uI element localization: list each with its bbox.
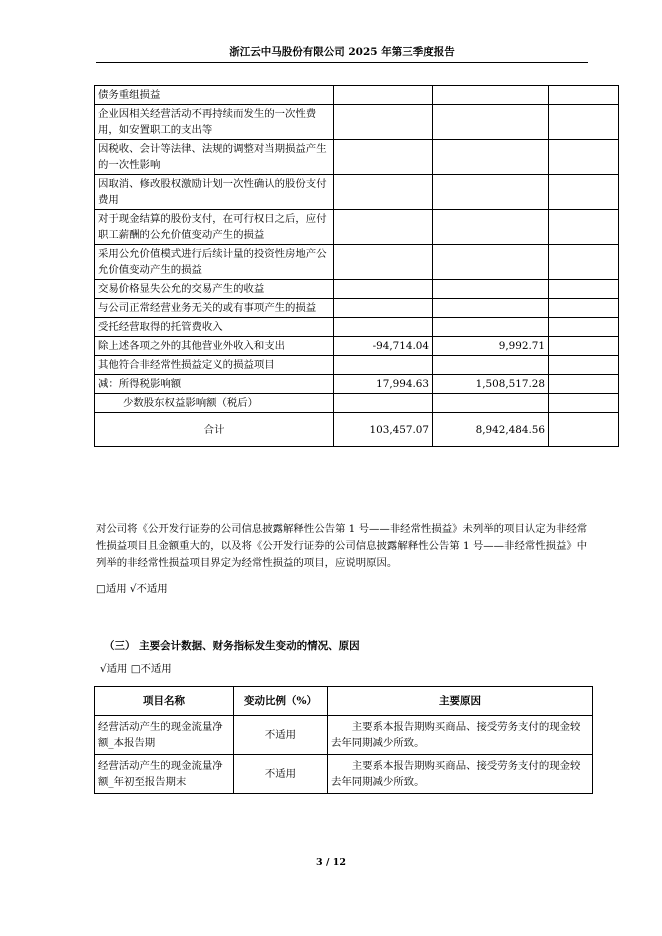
note-cell: [549, 356, 619, 375]
change-ratio-cell: 不适用: [234, 755, 328, 794]
change-ratio-cell: 不适用: [234, 716, 328, 755]
item-name-cell: 经营活动产生的现金流量净额_年初至报告期末: [95, 755, 234, 794]
table-row: [95, 105, 619, 140]
current-period-cell: [334, 210, 433, 245]
table-row: [95, 375, 619, 394]
table-row: [95, 337, 619, 356]
note-cell: [549, 105, 619, 140]
ytd-cell: [433, 105, 549, 140]
table-row: [95, 394, 619, 413]
current-period-cell: [334, 245, 433, 280]
note-cell: [549, 337, 619, 356]
current-period-cell: [334, 394, 433, 413]
ytd-cell: [433, 318, 549, 337]
item-cell: 对于现金结算的股份支付，在可行权日之后，应付职工薪酬的公允价值变动产生的损益: [95, 210, 334, 245]
item-cell: 除上述各项之外的其他营业外收入和支出: [95, 337, 334, 356]
item-cell: 与公司正常经营业务无关的或有事项产生的损益: [95, 299, 334, 318]
current-period-cell: [334, 175, 433, 210]
reason-cell: 主要系本报告期购买商品、接受劳务支付的现金较去年同期减少所致。: [328, 755, 593, 794]
ytd-cell: [433, 210, 549, 245]
table-row: [95, 716, 593, 755]
item-name-cell: 经营活动产生的现金流量净额_本报告期: [95, 716, 234, 755]
current-period-cell: [334, 356, 433, 375]
note-cell: [549, 394, 619, 413]
applicable-checkbox-status: □适用 √不适用: [96, 583, 168, 595]
col-header-name: 项目名称: [95, 687, 234, 716]
report-header: 浙江云中马股份有限公司 2025 年第三季度报告: [96, 44, 588, 63]
ytd-cell: [433, 175, 549, 210]
item-cell: 减：所得税影响额: [95, 375, 334, 394]
current-period-cell: [334, 280, 433, 299]
ytd-cell: [433, 299, 549, 318]
ytd-cell: 9,992.71: [433, 337, 549, 356]
note-cell: [549, 299, 619, 318]
item-cell: 交易价格显失公允的交易产生的收益: [95, 280, 334, 299]
note-cell: [549, 210, 619, 245]
current-period-cell: 17,994.63: [334, 375, 433, 394]
note-cell: [549, 318, 619, 337]
ytd-cell: [433, 86, 549, 105]
item-cell: 少数股东权益影响额（税后）: [95, 394, 334, 413]
section-title: （三） 主要会计数据、财务指标发生变动的情况、原因: [104, 640, 360, 652]
table-row: [95, 210, 619, 245]
reason-cell: 主要系本报告期购买商品、接受劳务支付的现金较去年同期减少所致。: [328, 716, 593, 755]
item-cell: 企业因相关经营活动不再持续而发生的一次性费用，如安置职工的支出等: [95, 105, 334, 140]
table-row: [95, 356, 619, 375]
current-period-cell: [334, 299, 433, 318]
current-period-cell: [334, 86, 433, 105]
current-period-cell: [334, 318, 433, 337]
note-cell: [549, 245, 619, 280]
item-cell: 因取消、修改股权激励计划一次性确认的股份支付费用: [95, 175, 334, 210]
item-cell: 因税收、会计等法律、法规的调整对当期损益产生的一次性影响: [95, 140, 334, 175]
table-row: [95, 175, 619, 210]
page-number: 3 / 12: [316, 857, 346, 868]
item-cell: 其他符合非经常性损益定义的损益项目: [95, 356, 334, 375]
ytd-cell: [433, 394, 549, 413]
note-cell: [549, 280, 619, 299]
table-row: [95, 245, 619, 280]
ytd-cell: [433, 140, 549, 175]
ytd-cell: [433, 245, 549, 280]
nonrecurring-gains-table: [94, 85, 619, 447]
table-row: [95, 86, 619, 105]
item-cell: 采用公允价值模式进行后续计量的投资性房地产公允价值变动产生的损益: [95, 245, 334, 280]
note-cell: [549, 375, 619, 394]
ytd-cell: [433, 356, 549, 375]
total-row: [95, 413, 619, 447]
note-cell: [549, 140, 619, 175]
table-header-row: [95, 687, 593, 716]
table-row: [95, 280, 619, 299]
note-cell: [549, 413, 619, 447]
col-header-reason: 主要原因: [328, 687, 593, 716]
notice-paragraph: 对公司将《公开发行证券的公司信息披露解释性公告第 1 号——非经常性损益》未列举的项目认定为非经常性损益项目且金额重大的，以及将《公开发行证券的公司信息披露解释性公告第 1 号——非经常性损益》中列举的非经常性损益项目界定为经常性损益的项目，应说明原因。: [96, 523, 588, 569]
current-period-cell: [334, 105, 433, 140]
table-row: [95, 318, 619, 337]
note-cell: [549, 175, 619, 210]
table-row: [95, 755, 593, 794]
note-cell: [549, 86, 619, 105]
ytd-total: 8,942,484.56: [433, 413, 549, 447]
section-applicable-status: √适用 □不适用: [100, 663, 172, 675]
indicator-change-table: [94, 686, 593, 794]
current-period-cell: [334, 140, 433, 175]
current-period-total: 103,457.07: [334, 413, 433, 447]
ytd-cell: [433, 280, 549, 299]
total-label: 合计: [95, 413, 334, 447]
ytd-cell: 1,508,517.28: [433, 375, 549, 394]
table-row: [95, 299, 619, 318]
item-cell: 受托经营取得的托管费收入: [95, 318, 334, 337]
item-cell: 债务重组损益: [95, 86, 334, 105]
col-header-ratio: 变动比例（%）: [234, 687, 328, 716]
current-period-cell: -94,714.04: [334, 337, 433, 356]
table-row: [95, 140, 619, 175]
